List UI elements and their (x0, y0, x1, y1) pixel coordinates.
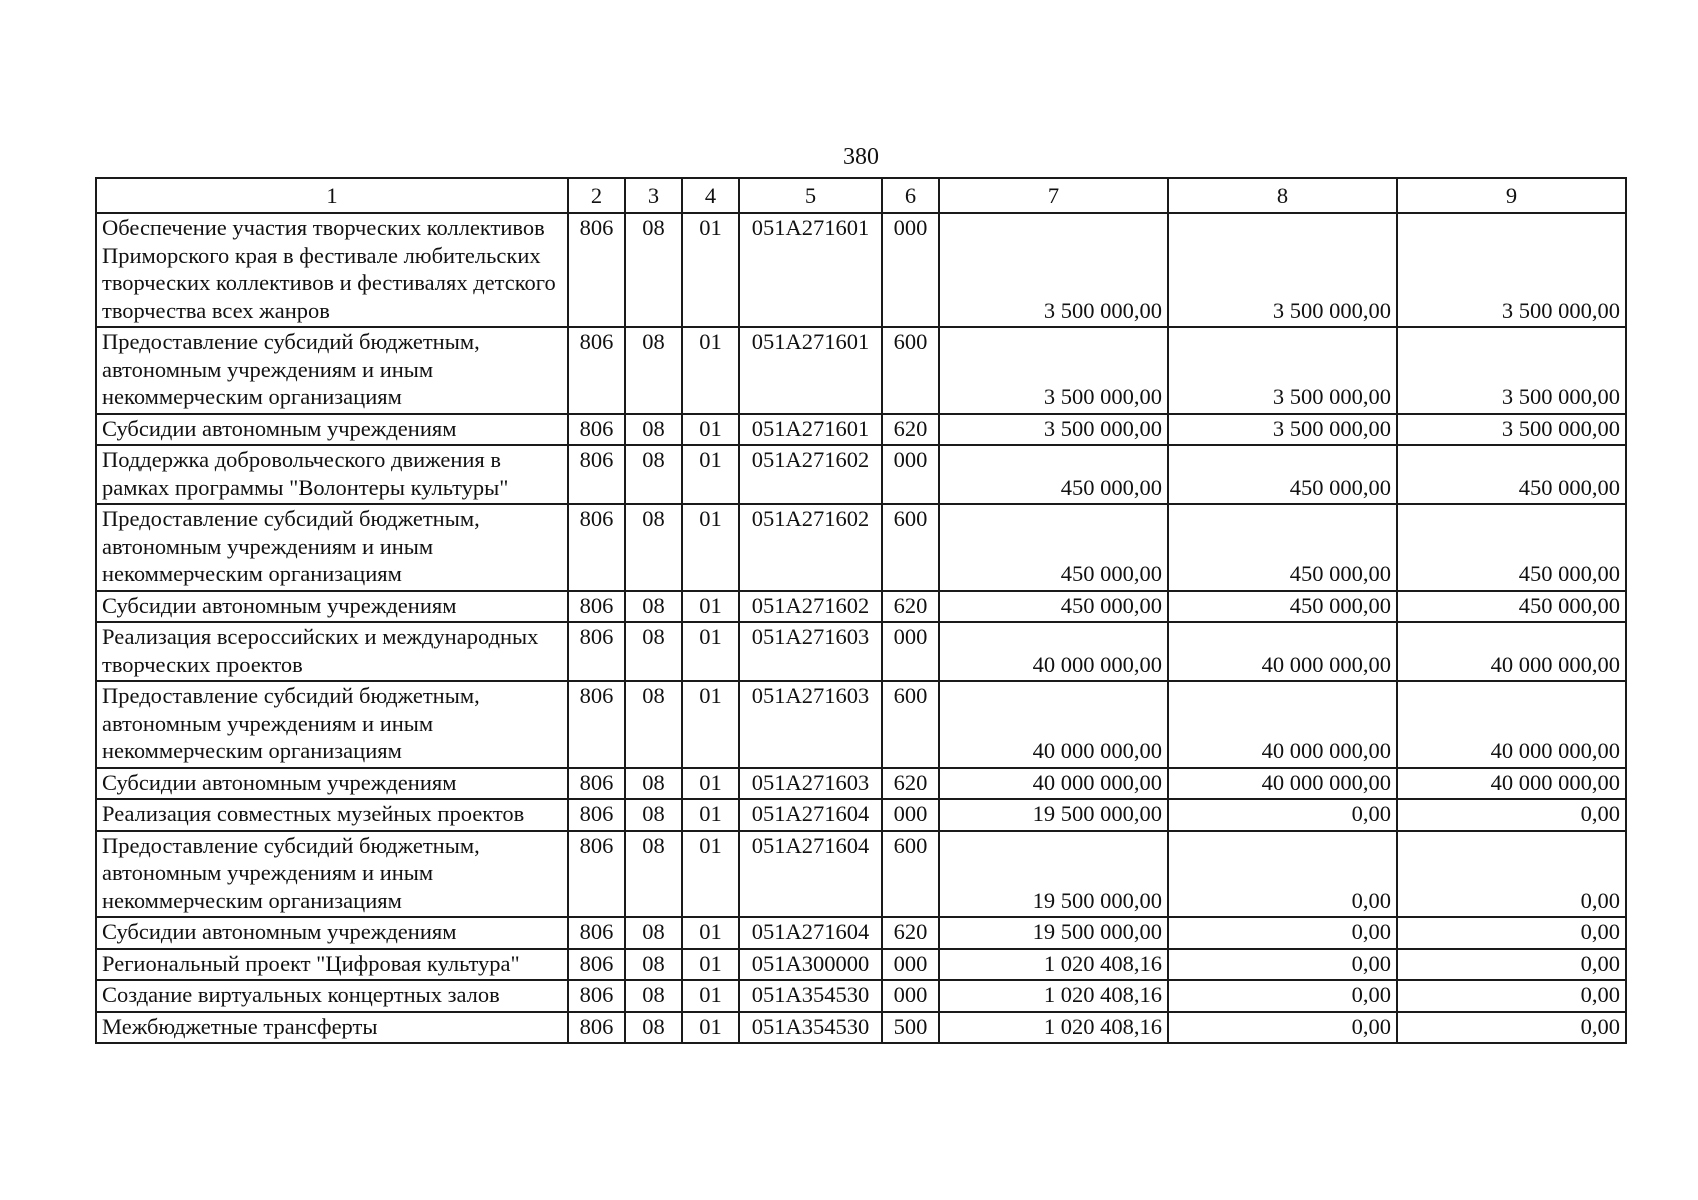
budget-table (95, 177, 1627, 1044)
amount-cell: 0,00 (1168, 980, 1397, 1012)
amount-cell: 19 500 000,00 (939, 917, 1168, 949)
code-cell: 051A271601 (739, 414, 882, 446)
amount-cell: 3 500 000,00 (939, 213, 1168, 327)
code-cell: 806 (568, 831, 625, 918)
code-cell: 806 (568, 799, 625, 831)
amount-cell: 19 500 000,00 (939, 831, 1168, 918)
amount-cell: 40 000 000,00 (1397, 768, 1626, 800)
code-cell: 01 (682, 414, 739, 446)
code-cell: 08 (625, 1012, 682, 1044)
table-row (96, 445, 1626, 504)
column-header: 2 (568, 178, 625, 213)
table-row (96, 831, 1626, 918)
amount-cell: 40 000 000,00 (1168, 768, 1397, 800)
row-name: Создание виртуальных концертных залов (96, 980, 568, 1012)
code-cell: 08 (625, 949, 682, 981)
column-header: 6 (882, 178, 939, 213)
amount-cell: 3 500 000,00 (1168, 327, 1397, 414)
amount-cell: 19 500 000,00 (939, 799, 1168, 831)
amount-cell: 3 500 000,00 (1168, 414, 1397, 446)
code-cell: 051A354530 (739, 980, 882, 1012)
amount-cell: 0,00 (1397, 799, 1626, 831)
row-name: Предоставление субсидий бюджетным, автономным учреждениям и иным некоммерческим организациям (96, 327, 568, 414)
amount-cell: 1 020 408,16 (939, 1012, 1168, 1044)
row-name: Региональный проект "Цифровая культура" (96, 949, 568, 981)
code-cell: 620 (882, 768, 939, 800)
amount-cell: 450 000,00 (939, 445, 1168, 504)
code-cell: 08 (625, 799, 682, 831)
code-cell: 01 (682, 768, 739, 800)
code-cell: 620 (882, 591, 939, 623)
code-cell: 01 (682, 445, 739, 504)
code-cell: 806 (568, 414, 625, 446)
amount-cell: 3 500 000,00 (1397, 213, 1626, 327)
amount-cell: 40 000 000,00 (1168, 681, 1397, 768)
amount-cell: 0,00 (1168, 831, 1397, 918)
column-header: 5 (739, 178, 882, 213)
code-cell: 000 (882, 949, 939, 981)
code-cell: 01 (682, 327, 739, 414)
code-cell: 000 (882, 213, 939, 327)
code-cell: 806 (568, 768, 625, 800)
table-row (96, 327, 1626, 414)
amount-cell: 40 000 000,00 (939, 681, 1168, 768)
code-cell: 051A271601 (739, 327, 882, 414)
code-cell: 806 (568, 504, 625, 591)
table-row (96, 414, 1626, 446)
code-cell: 051A271603 (739, 622, 882, 681)
amount-cell: 450 000,00 (1168, 445, 1397, 504)
code-cell: 01 (682, 799, 739, 831)
amount-cell: 3 500 000,00 (1397, 414, 1626, 446)
code-cell: 08 (625, 327, 682, 414)
code-cell: 000 (882, 799, 939, 831)
code-cell: 051A271603 (739, 681, 882, 768)
code-cell: 806 (568, 949, 625, 981)
code-cell: 08 (625, 414, 682, 446)
code-cell: 08 (625, 681, 682, 768)
code-cell: 01 (682, 591, 739, 623)
table-row (96, 681, 1626, 768)
table-row (96, 504, 1626, 591)
code-cell: 600 (882, 831, 939, 918)
code-cell: 01 (682, 949, 739, 981)
amount-cell: 0,00 (1168, 1012, 1397, 1044)
code-cell: 01 (682, 917, 739, 949)
code-cell: 08 (625, 213, 682, 327)
code-cell: 806 (568, 980, 625, 1012)
code-cell: 806 (568, 445, 625, 504)
amount-cell: 450 000,00 (1397, 445, 1626, 504)
column-header: 1 (96, 178, 568, 213)
amount-cell: 0,00 (1168, 949, 1397, 981)
amount-cell: 3 500 000,00 (939, 414, 1168, 446)
column-header: 4 (682, 178, 739, 213)
code-cell: 051A271603 (739, 768, 882, 800)
table-header-row (96, 178, 1626, 213)
code-cell: 01 (682, 213, 739, 327)
code-cell: 08 (625, 831, 682, 918)
code-cell: 051A354530 (739, 1012, 882, 1044)
code-cell: 600 (882, 327, 939, 414)
code-cell: 051A300000 (739, 949, 882, 981)
code-cell: 806 (568, 622, 625, 681)
code-cell: 08 (625, 445, 682, 504)
code-cell: 051A271602 (739, 591, 882, 623)
table-row (96, 949, 1626, 981)
code-cell: 000 (882, 980, 939, 1012)
code-cell: 051A271602 (739, 445, 882, 504)
column-header: 8 (1168, 178, 1397, 213)
code-cell: 000 (882, 622, 939, 681)
code-cell: 500 (882, 1012, 939, 1044)
row-name: Субсидии автономным учреждениям (96, 591, 568, 623)
amount-cell: 0,00 (1168, 917, 1397, 949)
code-cell: 01 (682, 1012, 739, 1044)
amount-cell: 3 500 000,00 (1168, 213, 1397, 327)
code-cell: 806 (568, 327, 625, 414)
table-row (96, 799, 1626, 831)
row-name: Реализация совместных музейных проектов (96, 799, 568, 831)
code-cell: 806 (568, 1012, 625, 1044)
code-cell: 620 (882, 414, 939, 446)
code-cell: 051A271604 (739, 831, 882, 918)
code-cell: 051A271602 (739, 504, 882, 591)
column-header: 9 (1397, 178, 1626, 213)
amount-cell: 40 000 000,00 (1168, 622, 1397, 681)
page-number: 380 (843, 144, 879, 170)
amount-cell: 450 000,00 (939, 591, 1168, 623)
amount-cell: 40 000 000,00 (939, 622, 1168, 681)
code-cell: 08 (625, 591, 682, 623)
amount-cell: 0,00 (1168, 799, 1397, 831)
column-header: 3 (625, 178, 682, 213)
code-cell: 01 (682, 622, 739, 681)
amount-cell: 1 020 408,16 (939, 949, 1168, 981)
table-row (96, 591, 1626, 623)
code-cell: 01 (682, 504, 739, 591)
row-name: Субсидии автономным учреждениям (96, 414, 568, 446)
row-name: Предоставление субсидий бюджетным, автономным учреждениям и иным некоммерческим организациям (96, 681, 568, 768)
amount-cell: 0,00 (1397, 949, 1626, 981)
code-cell: 600 (882, 504, 939, 591)
code-cell: 051A271604 (739, 917, 882, 949)
table-row (96, 917, 1626, 949)
table-row (96, 980, 1626, 1012)
code-cell: 806 (568, 917, 625, 949)
code-cell: 806 (568, 213, 625, 327)
code-cell: 01 (682, 831, 739, 918)
amount-cell: 3 500 000,00 (939, 327, 1168, 414)
row-name: Предоставление субсидий бюджетным, автономным учреждениям и иным некоммерческим организациям (96, 831, 568, 918)
row-name: Поддержка добровольческого движения в рамках программы "Волонтеры культуры" (96, 445, 568, 504)
code-cell: 01 (682, 681, 739, 768)
code-cell: 08 (625, 980, 682, 1012)
code-cell: 08 (625, 768, 682, 800)
amount-cell: 450 000,00 (939, 504, 1168, 591)
row-name: Субсидии автономным учреждениям (96, 917, 568, 949)
amount-cell: 450 000,00 (1397, 504, 1626, 591)
amount-cell: 0,00 (1397, 917, 1626, 949)
table-row (96, 768, 1626, 800)
row-name: Реализация всероссийских и международных творческих проектов (96, 622, 568, 681)
table-row (96, 213, 1626, 327)
row-name: Межбюджетные трансферты (96, 1012, 568, 1044)
code-cell: 806 (568, 681, 625, 768)
amount-cell: 40 000 000,00 (1397, 681, 1626, 768)
code-cell: 000 (882, 445, 939, 504)
amount-cell: 40 000 000,00 (1397, 622, 1626, 681)
amount-cell: 1 020 408,16 (939, 980, 1168, 1012)
amount-cell: 450 000,00 (1168, 591, 1397, 623)
amount-cell: 0,00 (1397, 831, 1626, 918)
table-row (96, 1012, 1626, 1044)
code-cell: 08 (625, 504, 682, 591)
code-cell: 600 (882, 681, 939, 768)
code-cell: 08 (625, 622, 682, 681)
row-name: Субсидии автономным учреждениям (96, 768, 568, 800)
amount-cell: 40 000 000,00 (939, 768, 1168, 800)
amount-cell: 0,00 (1397, 980, 1626, 1012)
amount-cell: 0,00 (1397, 1012, 1626, 1044)
amount-cell: 3 500 000,00 (1397, 327, 1626, 414)
row-name: Предоставление субсидий бюджетным, автономным учреждениям и иным некоммерческим организациям (96, 504, 568, 591)
code-cell: 806 (568, 591, 625, 623)
code-cell: 051A271601 (739, 213, 882, 327)
code-cell: 620 (882, 917, 939, 949)
amount-cell: 450 000,00 (1168, 504, 1397, 591)
code-cell: 01 (682, 980, 739, 1012)
code-cell: 08 (625, 917, 682, 949)
code-cell: 051A271604 (739, 799, 882, 831)
column-header: 7 (939, 178, 1168, 213)
table-row (96, 622, 1626, 681)
amount-cell: 450 000,00 (1397, 591, 1626, 623)
row-name: Обеспечение участия творческих коллективов Приморского края в фестивале любительских творческих коллективов и фестивалях детского творчества всех жанров (96, 213, 568, 327)
